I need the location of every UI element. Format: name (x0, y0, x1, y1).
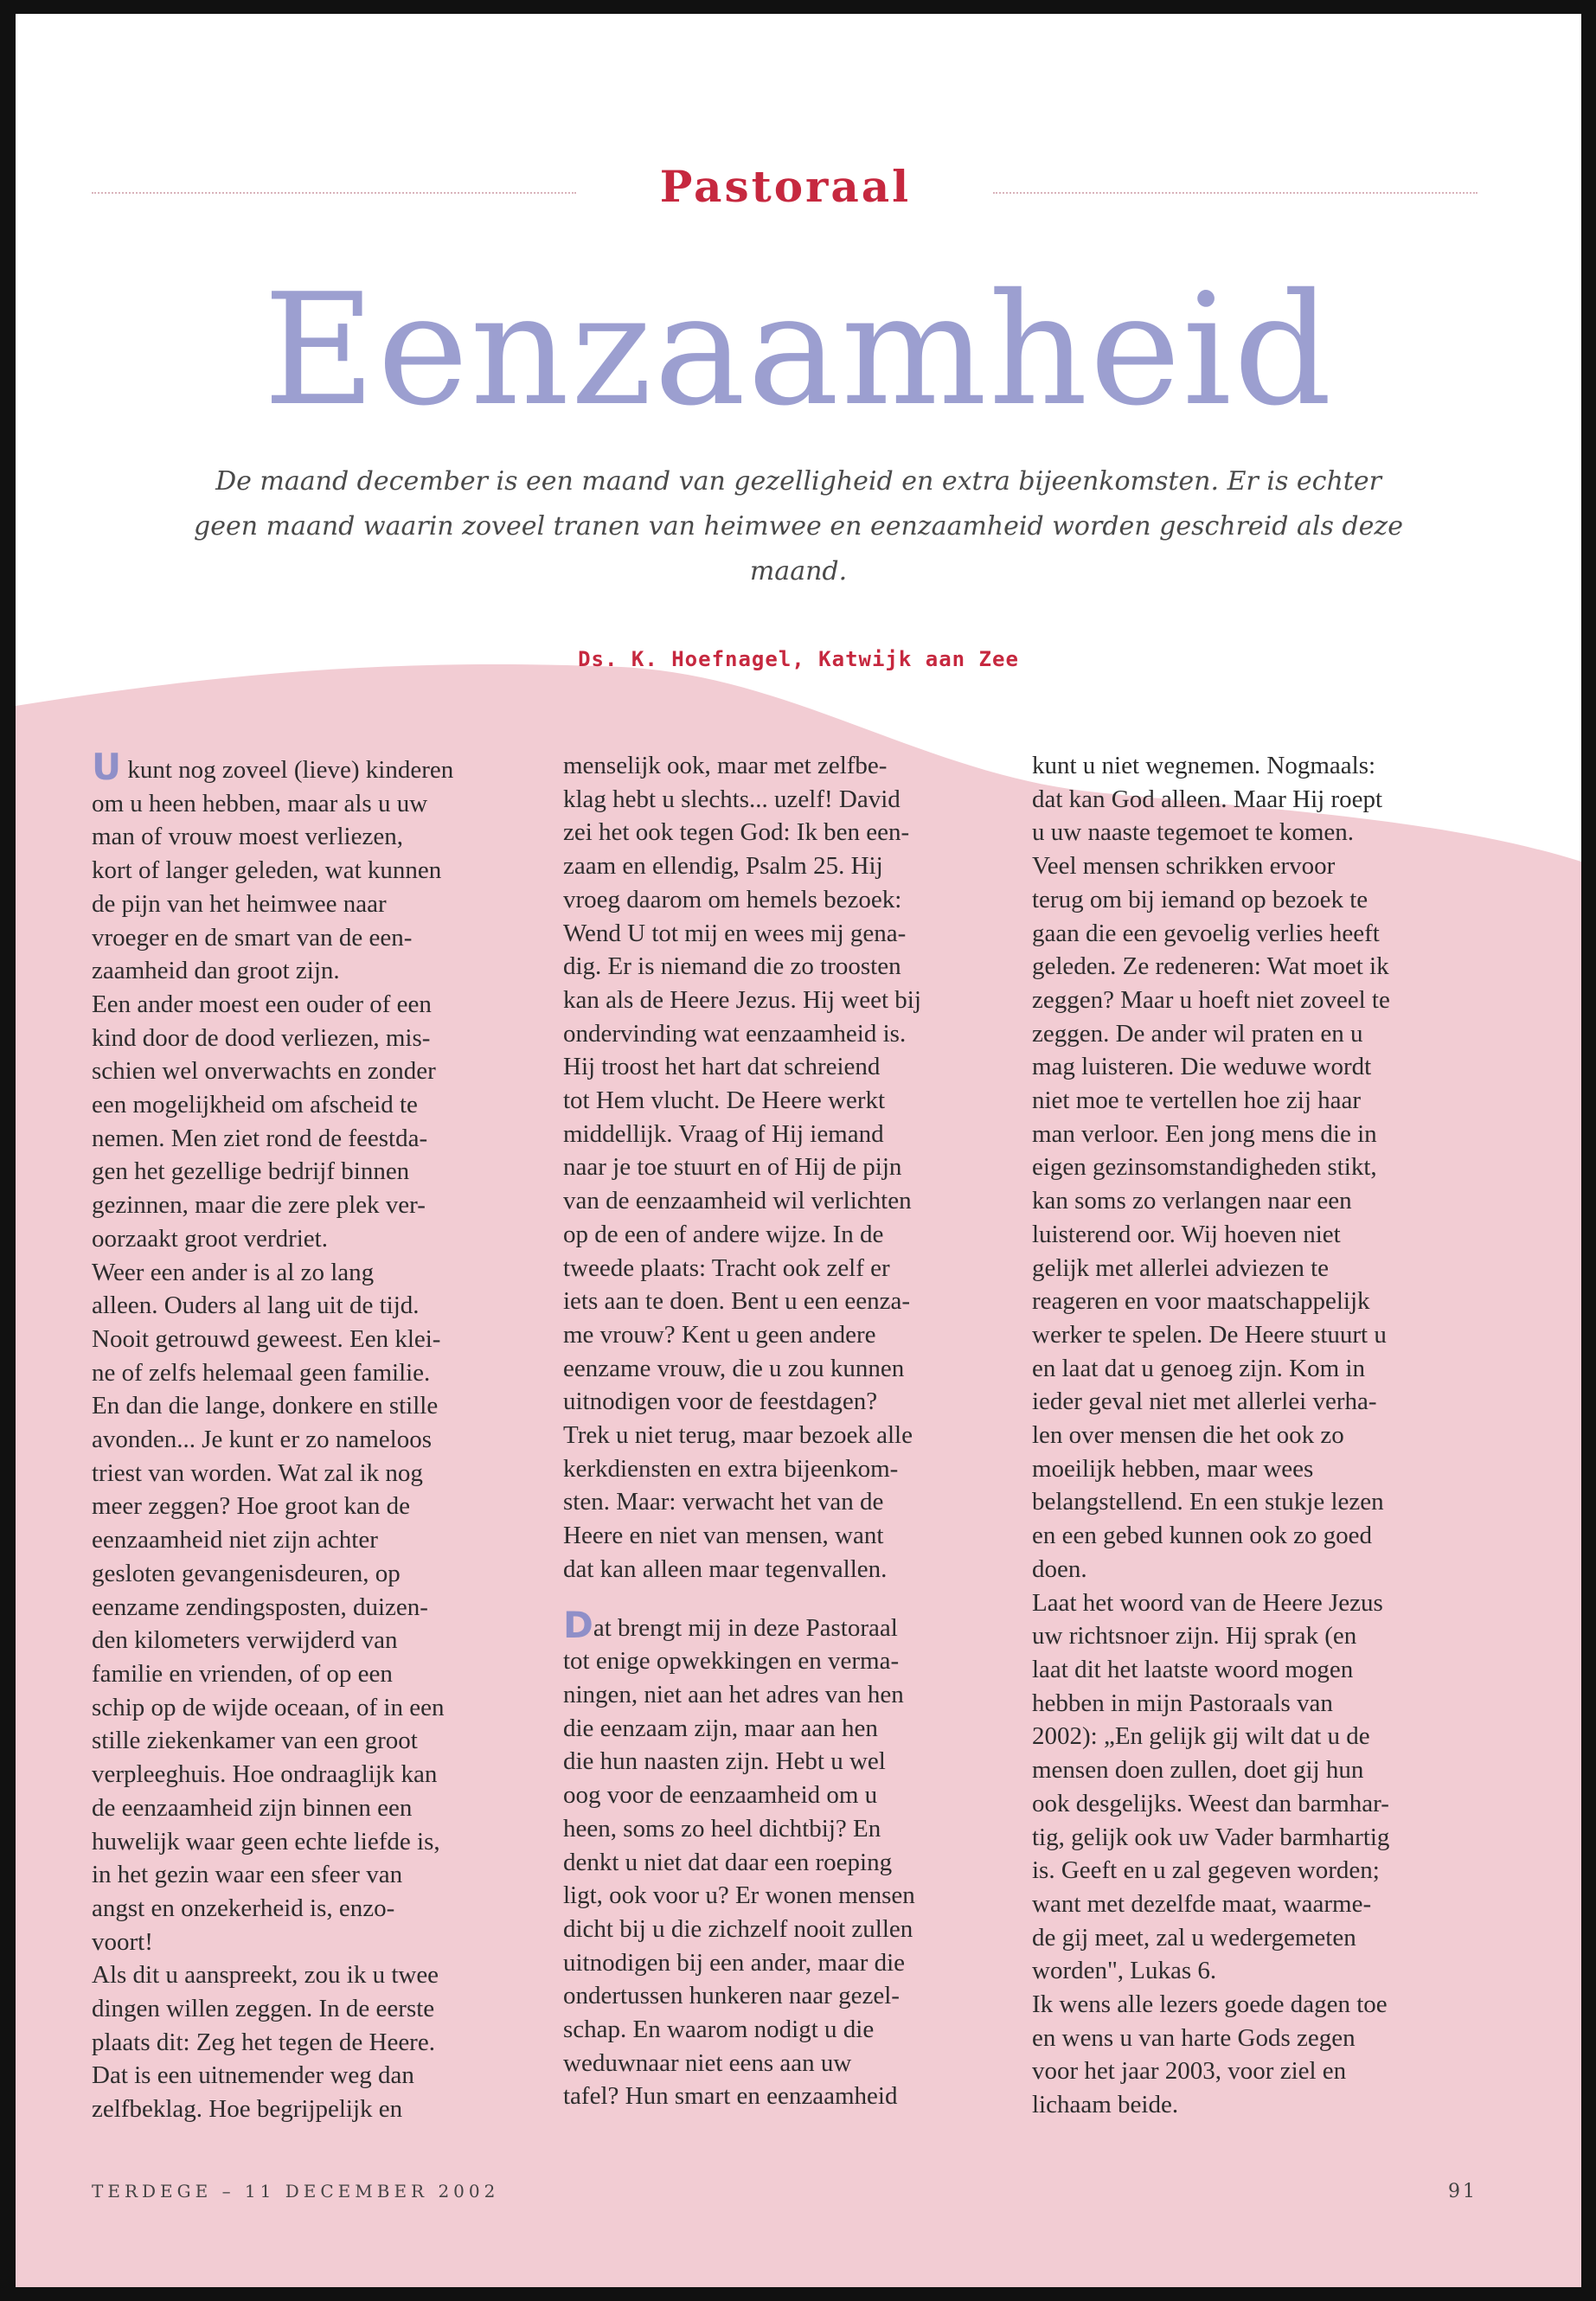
text-line: iets aan te doen. Bent u een eenza- (563, 1287, 910, 1316)
text-line: geleden. Ze redeneren: Wat moet ik (1032, 952, 1389, 981)
text-line: sten. Maar: verwacht het van de (563, 1488, 884, 1516)
text-line: uitnodigen bij een ander, maar die (563, 1948, 906, 1977)
text-line: den kilometers verwijderd van (92, 1626, 398, 1655)
text-line: laat dit het laatste woord mogen (1032, 1655, 1354, 1683)
text-line: heen, soms zo heel dichtbij? En (563, 1814, 881, 1843)
text-column-3 (1032, 749, 1447, 2122)
text-line: eenzaamheid niet zijn achter (92, 1526, 378, 1554)
text-line: Hij troost het hart dat schreiend (563, 1053, 881, 1081)
text-line: zeggen. De ander wil praten en u (1032, 1019, 1363, 1048)
section-rule-right (993, 192, 1477, 194)
text-line: zei het ook tegen God: Ik ben een- (563, 818, 910, 847)
text-line: Wend U tot mij en wees mij gena- (563, 919, 907, 947)
intro-line: geen maand waarin zoveel tranen van heimwee en eenzaamheid worden geschreid als deze maand. (194, 511, 1403, 586)
text-line (563, 1603, 978, 1646)
article-title: Eenzaamheid (263, 260, 1334, 439)
article-intro (163, 459, 1434, 594)
text-line: denkt u niet dat daar een roeping (563, 1848, 893, 1876)
text-line: tig, gelijk ook uw Vader barmhartig (1032, 1823, 1390, 1851)
text-line: kan soms zo verlangen naar een (1032, 1187, 1352, 1215)
text-line: de gij meet, zal u wedergemeten (1032, 1923, 1356, 1952)
text-line: vroeg daarom om hemels bezoek: (563, 885, 902, 913)
text-line: kunt u niet wegnemen. Nogmaals: (1032, 752, 1376, 779)
text-line: Als dit u aanspreekt, zou ik u twee (92, 1961, 439, 1990)
text-line: lichaam beide. (1032, 2091, 1179, 2119)
text-line: tot enige opwekkingen en verma- (563, 1647, 900, 1676)
text-line: niet moe te vertellen hoe zij haar (1032, 1086, 1362, 1115)
text-line: stille ziekenkamer van een groot (92, 1727, 418, 1755)
text-line: vroeger en de smart van de een- (92, 923, 413, 952)
text-line: u uw naaste tegemoet te komen. (1032, 818, 1355, 847)
text-line: gesloten gevangenisdeuren, op (92, 1559, 401, 1587)
text-line: Veel mensen schrikken ervoor (1032, 852, 1336, 881)
text-line: oorzaakt groot verdriet. (92, 1224, 328, 1253)
author-byline: Ds. K. Hoefnagel, Katwijk aan Zee (578, 647, 1019, 671)
text-line: op de een of andere wijze. In de (563, 1220, 884, 1248)
text-line: ligt, ook voor u? Er wonen mensen (563, 1881, 915, 1910)
text-line: voort! (92, 1927, 153, 1956)
text-line: Ik wens alle lezers goede dagen toe (1032, 1990, 1388, 2019)
text-line: dat kan God alleen. Maar Hij roept (1032, 785, 1383, 813)
text-line: Laat het woord van de Heere Jezus (1032, 1588, 1383, 1617)
text-line: reageren en voor maatschappelijk (1032, 1287, 1370, 1316)
text-line: de eenzaamheid zijn binnen een (92, 1793, 413, 1822)
text-line: ningen, niet aan het adres van hen (563, 1680, 904, 1708)
text-line: weduwnaar niet eens aan uw (563, 2048, 852, 2077)
text-line: eenzame vrouw, die u zou kunnen (563, 1354, 905, 1382)
text-line: Weer een ander is al zo lang (92, 1258, 375, 1286)
text-line: dig. Er is niemand die zo troosten (563, 952, 901, 981)
text-line: verpleeghuis. Hoe ondraaglijk kan (92, 1760, 438, 1789)
text-line: mag luisteren. Die weduwe wordt (1032, 1053, 1372, 1081)
text-line-content: kunt nog zoveel (lieve) kinderen (121, 756, 454, 784)
text-line: ieder geval niet met allerlei verha- (1032, 1388, 1377, 1416)
text-line: len over mensen die het ook zo (1032, 1421, 1344, 1450)
page-number: 91 (1448, 2181, 1477, 2202)
text-line: mensen doen zullen, doet gij hun (1032, 1756, 1364, 1785)
text-line: zaamheid dan groot zijn. (92, 957, 340, 985)
text-line: nemen. Men ziet rond de feestda- (92, 1124, 428, 1152)
text-line: angst en onzekerheid is, enzo- (92, 1894, 395, 1922)
text-line: en laat dat u genoeg zijn. Kom in (1032, 1354, 1365, 1382)
text-line: moeilijk hebben, maar wees (1032, 1454, 1314, 1483)
text-line: luisterend oor. Wij hoeven niet (1032, 1220, 1341, 1248)
intro-line: De maand december is een maand van gezelligheid en extra bijeenkomsten. Er is echter (215, 466, 1381, 497)
text-line: man verloor. Een jong mens die in (1032, 1119, 1377, 1148)
text-line: Trek u niet terug, maar bezoek alle (563, 1421, 913, 1450)
text-line: schien wel onverwachts en zonder (92, 1057, 436, 1086)
text-line: meer zeggen? Hoe groot kan de (92, 1492, 410, 1521)
text-line: zeggen? Maar u hoeft niet zoveel te (1032, 985, 1390, 1014)
text-line: uw richtsnoer zijn. Hij sprak (en (1032, 1622, 1357, 1650)
text-line: dicht bij u die zichzelf nooit zullen (563, 1914, 913, 1943)
text-line: om u heen hebben, maar als u uw (92, 789, 428, 817)
text-line: eenzame zendingsposten, duizen- (92, 1593, 428, 1621)
text-line: tot Hem vlucht. De Heere werkt (563, 1086, 886, 1115)
text-line: dingen willen zeggen. In de eerste (92, 1995, 435, 2023)
text-line: kerkdiensten en extra bijeenkom- (563, 1454, 899, 1483)
text-line: avonden... Je kunt er zo nameloos (92, 1426, 433, 1454)
text-line: tafel? Hun smart en eenzaamheid (563, 2082, 898, 2111)
text-line: alleen. Ouders al lang uit de tijd. (92, 1292, 420, 1320)
text-line: voor het jaar 2003, voor ziel en (1032, 2057, 1347, 2086)
text-line: schip op de wijde oceaan, of in een (92, 1693, 445, 1721)
text-line: plaats dit: Zeg het tegen de Heere. (92, 2028, 435, 2056)
text-line: van de eenzaamheid wil verlichten (563, 1187, 912, 1215)
text-line: dat kan alleen maar tegenvallen. (563, 1554, 888, 1583)
text-line-content: at brengt mij in deze Pastoraal (593, 1613, 898, 1642)
text-line: belangstellend. En een stukje lezen (1032, 1488, 1384, 1516)
text-line: Dat is een uitnemender weg dan (92, 2061, 414, 2090)
text-line: hebben in mijn Pastoraals van (1032, 1689, 1333, 1717)
text-column-1 (92, 746, 507, 2126)
text-line: middellijk. Vraag of Hij iemand (563, 1119, 884, 1148)
text-line: triest van worden. Wat zal ik nog (92, 1458, 423, 1487)
text-line (92, 746, 507, 788)
text-line: die hun naasten zijn. Hebt u wel (563, 1747, 886, 1776)
text-line: oog voor de eenzaamheid om u (563, 1781, 878, 1810)
text-line: ondertussen hunkeren naar gezel- (563, 1982, 900, 2010)
text-line: kan als de Heere Jezus. Hij weet bij (563, 985, 921, 1014)
text-line: menselijk ook, maar met zelfbe- (563, 752, 888, 779)
text-line: is. Geeft en u zal gegeven worden; (1032, 1856, 1380, 1885)
text-line: ne of zelfs helemaal geen familie. (92, 1358, 431, 1387)
text-line: zaam en ellendig, Psalm 25. Hij (563, 852, 883, 881)
text-line: Een ander moest een ouder of een (92, 990, 432, 1018)
text-line: en wens u van harte Gods zegen (1032, 2023, 1356, 2052)
text-line: schap. En waarom nodigt u die (563, 2016, 875, 2044)
text-line: kind door de dood verliezen, mis- (92, 1023, 431, 1052)
magazine-page (16, 14, 1581, 2287)
text-line: kort of langer geleden, wat kunnen (92, 856, 442, 885)
footer-publication: TERDEGE – 11 DECEMBER 2002 (92, 2181, 500, 2202)
text-line: huwelijk waar geen echte liefde is, (92, 1827, 440, 1856)
text-line: want met dezelfde maat, waarme- (1032, 1889, 1372, 1918)
text-line: familie en vrienden, of op een (92, 1659, 393, 1688)
text-line: ook desgelijks. Weest dan barmhar- (1032, 1789, 1389, 1817)
text-line: werker te spelen. De Heere stuurt u (1032, 1320, 1387, 1349)
text-line: uitnodigen voor de feestdagen? (563, 1388, 878, 1416)
text-line: de pijn van het heimwee naar (92, 889, 387, 918)
text-line: die eenzaam zijn, maar aan hen (563, 1714, 878, 1742)
text-line: doen. (1032, 1554, 1087, 1583)
text-line: naar je toe stuurt en of Hij de pijn (563, 1153, 902, 1182)
text-line: man of vrouw moest verliezen, (92, 823, 403, 851)
text-line: zelfbeklag. Hoe begrijpelijk en (92, 2095, 403, 2124)
text-line: me vrouw? Kent u geen andere (563, 1320, 876, 1349)
section-label: Pastoraal (659, 161, 912, 212)
text-line: en een gebed kunnen ook zo goed (1032, 1522, 1372, 1550)
text-column-2 (563, 749, 978, 2113)
text-line: in het gezin waar een sfeer van (92, 1861, 403, 1889)
text-line: Nooit getrouwd geweest. Een klei- (92, 1324, 441, 1353)
text-line: eigen gezinsomstandigheden stikt, (1032, 1153, 1377, 1182)
text-line: worden", Lukas 6. (1032, 1957, 1217, 1985)
text-line: klag hebt u slechts... uzelf! David (563, 785, 901, 813)
text-line: tweede plaats: Tracht ook zelf er (563, 1253, 890, 1282)
text-line: ondervinding wat eenzaamheid is. (563, 1019, 907, 1048)
drop-cap: D (563, 1603, 593, 1646)
text-line: een mogelijkheid om afscheid te (92, 1091, 418, 1119)
text-line: En dan die lange, donkere en stille (92, 1392, 439, 1420)
text-line: terug om bij iemand op bezoek te (1032, 885, 1368, 913)
drop-cap: U (92, 746, 122, 788)
text-line: gelijk met allerlei adviezen te (1032, 1253, 1330, 1282)
section-rule-left (92, 192, 576, 194)
text-line: Heere en niet van mensen, want (563, 1522, 884, 1550)
text-line: gezinnen, maar die zere plek ver- (92, 1191, 426, 1220)
text-line: gaan die een gevoelig verlies heeft (1032, 919, 1380, 947)
text-line: gen het gezellige bedrijf binnen (92, 1157, 410, 1186)
text-line: 2002): „En gelijk gij wilt dat u de (1032, 1722, 1370, 1751)
